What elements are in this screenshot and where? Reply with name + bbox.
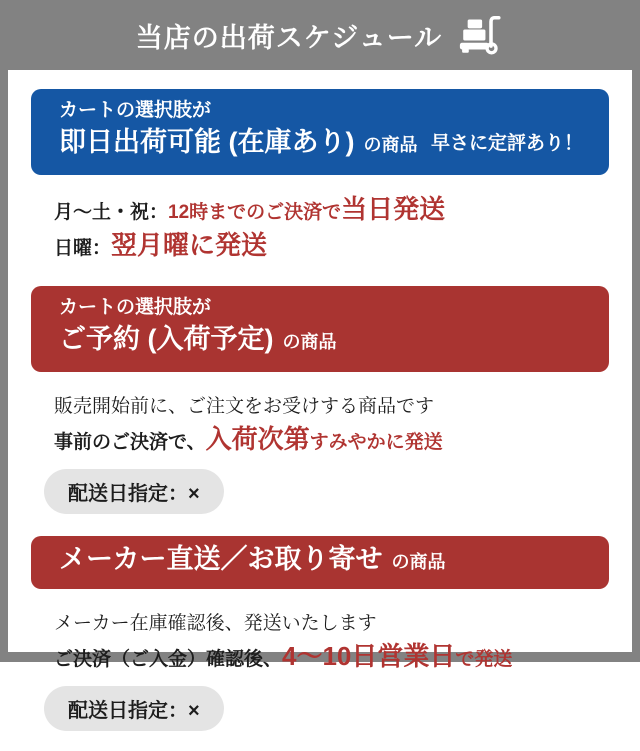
- banner-preorder: [31, 286, 609, 372]
- banner-preorder-titleline: [59, 321, 589, 362]
- banner-preorder-title: ご予約 (入荷予定): [59, 324, 274, 354]
- banner-preorder-suffix: の商品: [282, 332, 337, 352]
- banner-direct-suffix: の商品: [391, 552, 446, 572]
- direct-details: [54, 607, 632, 676]
- banner-express-badge: 早さに定評あり！: [430, 133, 583, 154]
- preorder-row-info: [54, 390, 632, 423]
- preorder-row-shipping: [54, 423, 632, 459]
- express-weekday-condition: 12時までのご決済で: [168, 202, 342, 223]
- preorder-shipping-label: 事前のご決済で、: [54, 432, 206, 453]
- direct-row-info: [54, 607, 632, 640]
- express-weekday-label: 月〜土・祝：: [54, 202, 169, 223]
- express-sunday-label: 日曜：: [54, 238, 112, 259]
- banner-preorder-line1: カートの選択肢が: [59, 297, 212, 318]
- direct-delivery-date-pill: 配送日指定：×: [44, 686, 224, 731]
- banner-express-line1: カートの選択肢が: [59, 100, 212, 121]
- preorder-details: [54, 390, 632, 459]
- direct-shipping-strong: 4〜10日営業日: [282, 641, 456, 671]
- content-area: [8, 70, 632, 722]
- preorder-delivery-date-pill: 配送日指定：×: [44, 469, 224, 514]
- banner-direct-title: メーカー直送／お取り寄せ: [59, 544, 383, 574]
- preorder-info-text: 販売開始前に、ご注文をお受けする商品です: [54, 396, 435, 417]
- banner-direct-titleline: [59, 544, 589, 579]
- express-details: [54, 193, 632, 265]
- preorder-shipping-tail: すみやかに発送: [309, 432, 443, 453]
- direct-info-text: メーカー在庫確認後、発送いたします: [54, 613, 377, 634]
- express-row-sunday: [54, 229, 632, 265]
- banner-express-title: 即日出荷可能 (在庫あり): [59, 127, 355, 157]
- page-title: 当店の出荷スケジュール: [135, 22, 443, 53]
- direct-shipping-tail: で発送: [455, 649, 513, 670]
- banner-direct: [31, 536, 609, 589]
- preorder-shipping-strong: 入荷次第: [205, 424, 310, 454]
- banner-express-suffix: の商品: [363, 135, 418, 155]
- express-row-weekday: [54, 193, 632, 229]
- direct-row-shipping: [54, 640, 632, 676]
- express-sunday-result: 翌月曜に発送: [111, 230, 268, 260]
- header: [8, 0, 632, 70]
- express-weekday-result: 当日発送: [341, 194, 446, 224]
- direct-shipping-label: ご決済（ご入金）確認後、: [54, 649, 283, 670]
- hand-truck-icon: [458, 15, 504, 55]
- banner-express: [31, 89, 609, 175]
